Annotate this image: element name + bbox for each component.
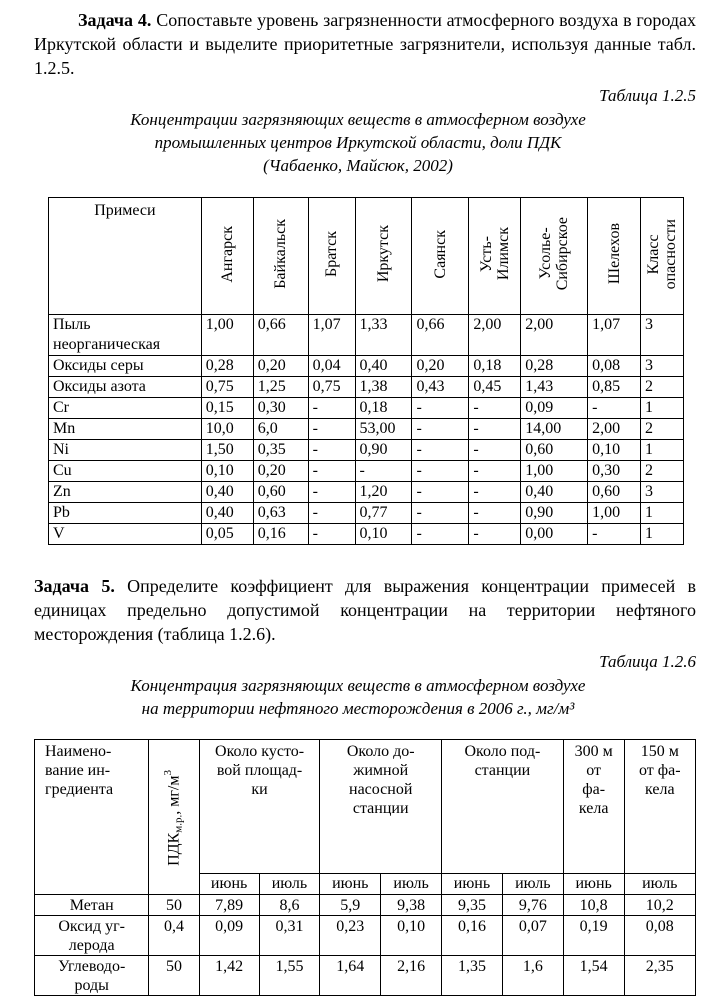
- table-cell: 0,45: [469, 377, 521, 398]
- table-cell: 0,18: [355, 398, 412, 419]
- table-cell: 1: [640, 524, 683, 545]
- table-row: [49, 461, 684, 482]
- table1-col-header: Байкальск: [253, 198, 308, 315]
- table-cell: 53,00: [355, 419, 412, 440]
- table-cell: 1,07: [588, 315, 641, 356]
- table-cell: 10,2: [624, 895, 695, 916]
- table-cell: 1,55: [259, 956, 320, 996]
- table-cell: 0,10: [355, 524, 412, 545]
- table1-caption: [0, 108, 716, 177]
- table2-month-header: июль: [381, 874, 442, 895]
- row-name: Zn: [49, 482, 202, 503]
- table-cell: 1,35: [442, 956, 503, 996]
- pdk-cell: 50: [149, 895, 199, 916]
- table-cell: -: [412, 398, 469, 419]
- table-cell: 0,23: [320, 916, 381, 956]
- table-cell: 1,50: [201, 440, 253, 461]
- table-cell: 0,31: [259, 916, 320, 956]
- pollution-table-irkutsk: [48, 197, 684, 545]
- row-name: Оксид уг- лерода: [35, 916, 149, 956]
- row-name: Углеводо- роды: [35, 956, 149, 996]
- table-cell: 1,33: [355, 315, 412, 356]
- table-cell: 0,30: [588, 461, 641, 482]
- table-row: [35, 956, 696, 996]
- table-cell: -: [308, 524, 355, 545]
- table-cell: 1,42: [199, 956, 259, 996]
- table1-header-row: [49, 198, 684, 315]
- table-cell: 0,09: [199, 916, 259, 956]
- table-cell: 9,35: [442, 895, 503, 916]
- table-cell: 0,63: [253, 503, 308, 524]
- table-cell: 0,75: [201, 377, 253, 398]
- table-cell: -: [308, 461, 355, 482]
- row-name: Пыль неорганическая: [49, 315, 202, 356]
- table-cell: 0,15: [201, 398, 253, 419]
- table-row: [35, 895, 696, 916]
- table-cell: -: [469, 482, 521, 503]
- table-cell: 2,00: [469, 315, 521, 356]
- table-cell: -: [308, 398, 355, 419]
- row-name: V: [49, 524, 202, 545]
- row-name: Pb: [49, 503, 202, 524]
- table-cell: -: [469, 440, 521, 461]
- table1-col-header: Ангарск: [201, 198, 253, 315]
- table-row: [49, 377, 684, 398]
- table1-col-header: Шелехов: [588, 198, 641, 315]
- table-cell: 2,16: [381, 956, 442, 996]
- table-cell: 1,00: [201, 315, 253, 356]
- table-cell: -: [308, 419, 355, 440]
- table-cell: 0,20: [412, 356, 469, 377]
- table-cell: 0,04: [308, 356, 355, 377]
- table2-group-header: Около под- станции: [442, 740, 564, 874]
- table2-header-pdk: $ПДК_{м.р.}$, $мг/м^3$: [149, 740, 199, 895]
- table2-header-name: Наимено- вание ин- гредиента: [35, 740, 149, 895]
- table1-col-header: Класс опасности: [640, 198, 683, 315]
- table-cell: 2,00: [588, 419, 641, 440]
- table-cell: 0,35: [253, 440, 308, 461]
- table-cell: 7,89: [199, 895, 259, 916]
- table1-number: Таблица 1.2.5: [599, 86, 696, 105]
- table-row: [35, 916, 696, 956]
- table1-header-impurities: Примеси: [49, 198, 202, 315]
- table-cell: 0,66: [412, 315, 469, 356]
- table2-caption: [0, 674, 716, 720]
- table-cell: -: [412, 482, 469, 503]
- pollution-table-oilfield: [34, 739, 696, 996]
- pdk-cell: 0,4: [149, 916, 199, 956]
- table-cell: 0,30: [253, 398, 308, 419]
- table-cell: 0,40: [201, 482, 253, 503]
- table-cell: -: [412, 419, 469, 440]
- table-row: [49, 503, 684, 524]
- table-cell: 1,43: [521, 377, 588, 398]
- table-cell: 8,6: [259, 895, 320, 916]
- table-cell: 0,28: [521, 356, 588, 377]
- table-cell: 2: [640, 461, 683, 482]
- table-cell: 10,8: [563, 895, 624, 916]
- table-cell: 3: [640, 315, 683, 356]
- table-cell: 0,10: [588, 440, 641, 461]
- table-cell: -: [308, 503, 355, 524]
- table1-caption-line1: Концентрации загрязняющих веществ в атмосферном воздухе: [130, 110, 586, 129]
- table-cell: -: [412, 440, 469, 461]
- task5-text: Определите коэффициент для выражения концентрации примесей в единицах предельно допустимой концентрации на территории нефтяного месторождения (таблица 1.2.6).: [34, 576, 696, 644]
- table-cell: 0,66: [253, 315, 308, 356]
- table2-caption-line1: Концентрация загрязняющих веществ в атмосферном воздухе: [130, 676, 586, 695]
- table2-group-header: 300 м от фа- кела: [563, 740, 624, 874]
- table-row: [49, 524, 684, 545]
- row-name: Cr: [49, 398, 202, 419]
- table-cell: 1,07: [308, 315, 355, 356]
- table2-month-header: июль: [624, 874, 695, 895]
- table-row: [49, 419, 684, 440]
- table-cell: 1,64: [320, 956, 381, 996]
- table2-month-header: июнь: [320, 874, 381, 895]
- table-cell: 0,75: [308, 377, 355, 398]
- table-cell: -: [469, 461, 521, 482]
- table-cell: 2,35: [624, 956, 695, 996]
- table2-month-header: июнь: [199, 874, 259, 895]
- table-cell: 2,00: [521, 315, 588, 356]
- table-cell: 0,20: [253, 461, 308, 482]
- table-cell: 0,16: [442, 916, 503, 956]
- table1-col-header: Иркутск: [355, 198, 412, 315]
- table1-col-header: Братск: [308, 198, 355, 315]
- table-cell: 1,38: [355, 377, 412, 398]
- table-cell: -: [469, 503, 521, 524]
- table-cell: 0,08: [624, 916, 695, 956]
- table-cell: 1,6: [502, 956, 563, 996]
- table-cell: 0,08: [588, 356, 641, 377]
- table-cell: -: [308, 482, 355, 503]
- table-cell: 1,00: [588, 503, 641, 524]
- table-cell: 0,19: [563, 916, 624, 956]
- table-cell: 0,28: [201, 356, 253, 377]
- table-cell: 0,40: [201, 503, 253, 524]
- task5-paragraph: [34, 574, 696, 646]
- table-cell: 1: [640, 503, 683, 524]
- table2-month-header: июль: [502, 874, 563, 895]
- row-name: Метан: [35, 895, 149, 916]
- table-cell: 0,20: [253, 356, 308, 377]
- table-row: [49, 482, 684, 503]
- table-cell: 1: [640, 440, 683, 461]
- table-cell: -: [412, 524, 469, 545]
- table-cell: 0,90: [355, 440, 412, 461]
- table-cell: 0,09: [521, 398, 588, 419]
- table-row: [49, 440, 684, 461]
- table2-month-header: июнь: [442, 874, 503, 895]
- table2-header-row: [35, 740, 696, 874]
- table-cell: -: [412, 461, 469, 482]
- table-cell: 0,60: [588, 482, 641, 503]
- table-cell: 0,90: [521, 503, 588, 524]
- table-cell: 0,40: [521, 482, 588, 503]
- table-row: [49, 398, 684, 419]
- row-name: Оксиды серы: [49, 356, 202, 377]
- table-cell: -: [469, 398, 521, 419]
- table-cell: 0,60: [521, 440, 588, 461]
- table-cell: 0,60: [253, 482, 308, 503]
- table-row: [49, 315, 684, 356]
- task4-text: Сопоставьте уровень загрязненности атмосферного воздуха в городах Иркутской области и выделите приоритетные загрязнители, используя данные табл. 1.2.5.: [34, 10, 696, 78]
- row-name: Mn: [49, 419, 202, 440]
- table-cell: 1,25: [253, 377, 308, 398]
- table-cell: -: [412, 503, 469, 524]
- table-cell: 9,76: [502, 895, 563, 916]
- table1-col-header: Саянск: [412, 198, 469, 315]
- task5-title: Задача 5.: [34, 576, 115, 596]
- table-cell: 0,00: [521, 524, 588, 545]
- table-cell: 0,07: [502, 916, 563, 956]
- table-cell: 14,00: [521, 419, 588, 440]
- table-cell: 0,18: [469, 356, 521, 377]
- table-cell: 0,77: [355, 503, 412, 524]
- table-cell: 3: [640, 482, 683, 503]
- table-cell: 5,9: [320, 895, 381, 916]
- table2-number: Таблица 1.2.6: [599, 652, 696, 671]
- table-cell: -: [469, 524, 521, 545]
- table-cell: 1,54: [563, 956, 624, 996]
- pdk-cell: 50: [149, 956, 199, 996]
- table-cell: 0,10: [381, 916, 442, 956]
- table-cell: 10,0: [201, 419, 253, 440]
- table-cell: 0,40: [355, 356, 412, 377]
- row-name: Cu: [49, 461, 202, 482]
- table2-month-header: июнь: [563, 874, 624, 895]
- row-name: Ni: [49, 440, 202, 461]
- table-cell: 0,10: [201, 461, 253, 482]
- table-cell: 1,00: [521, 461, 588, 482]
- table-cell: 1,20: [355, 482, 412, 503]
- table-cell: 2: [640, 377, 683, 398]
- table-cell: 2: [640, 419, 683, 440]
- table-cell: 3: [640, 356, 683, 377]
- table-cell: 0,05: [201, 524, 253, 545]
- table-cell: 6,0: [253, 419, 308, 440]
- task4-paragraph: [34, 8, 696, 80]
- table-cell: -: [355, 461, 412, 482]
- table1-col-header: Усолье- Сибирское: [521, 198, 588, 315]
- table-cell: -: [308, 440, 355, 461]
- table-cell: -: [588, 524, 641, 545]
- row-name: Оксиды азота: [49, 377, 202, 398]
- table1-caption-line3: (Чабаенко, Майсюк, 2002): [263, 156, 453, 175]
- table-row: [49, 356, 684, 377]
- table-cell: 9,38: [381, 895, 442, 916]
- table2-month-header: июль: [259, 874, 320, 895]
- table-cell: 1: [640, 398, 683, 419]
- table-cell: 0,16: [253, 524, 308, 545]
- task4-title: Задача 4.: [78, 10, 152, 30]
- table-cell: 0,43: [412, 377, 469, 398]
- table2-group-header: 150 м от фа- кела: [624, 740, 695, 874]
- table1-col-header: Усть- Илимск: [469, 198, 521, 315]
- table-cell: -: [588, 398, 641, 419]
- table1-caption-line2: промышленных центров Иркутской области, доли ПДК: [154, 133, 562, 152]
- table-cell: 0,85: [588, 377, 641, 398]
- table-cell: -: [469, 419, 521, 440]
- table2-caption-line2: на территории нефтяного месторождения в 2006 г., мг/м³: [141, 699, 575, 718]
- table2-group-header: Около кусто- вой площад- ки: [199, 740, 320, 874]
- table2-group-header: Около до- жимной насосной станции: [320, 740, 442, 874]
